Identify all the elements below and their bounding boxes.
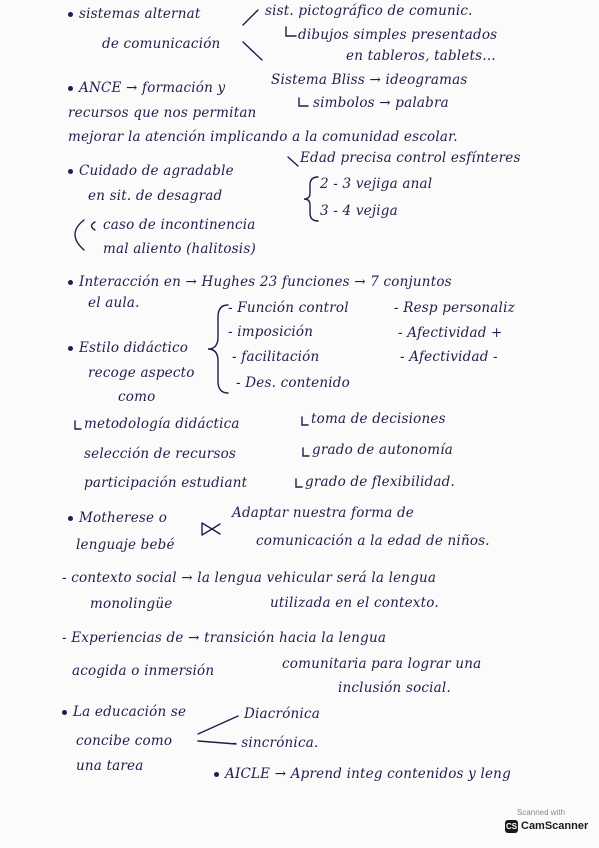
note-line: en tableros, tablets… <box>346 48 496 64</box>
note-line: participación estudiant <box>84 475 248 491</box>
watermark-brand: CamScanner <box>521 820 589 832</box>
note-line <box>62 706 186 720</box>
note-text: Motherese o <box>79 510 168 526</box>
note-line <box>68 276 452 290</box>
camscanner-watermark <box>503 805 589 839</box>
list-mark <box>296 479 302 487</box>
note-line: - Afectividad - <box>400 349 498 365</box>
connector-line <box>299 98 308 106</box>
bullet-dot <box>68 86 73 91</box>
note-line: Sistema Bliss → ideogramas <box>271 72 468 88</box>
bullet-dot <box>68 169 73 174</box>
note-line: Adaptar nuestra forma de <box>232 505 414 521</box>
note-line: mejorar la atención implicando a la comunidad escolar. <box>68 129 458 145</box>
note-text: Cuidado de agradable <box>79 163 234 179</box>
note-text: La educación se <box>73 704 187 720</box>
note-line: Diacrónica <box>244 706 320 722</box>
connector-line <box>198 716 238 734</box>
list-mark <box>303 448 309 456</box>
note-line: recoge aspecto <box>88 365 195 381</box>
connector-line <box>288 157 298 166</box>
brace <box>208 305 228 393</box>
bracket <box>92 222 96 230</box>
note-line: monolingüe <box>90 596 173 612</box>
note-line: Edad precisa control esfínteres <box>300 150 521 166</box>
note-line: de comunicación <box>102 36 221 52</box>
note-line: el aula. <box>88 295 140 311</box>
note-text: Interacción en → Hughes 23 funciones → 7 conjuntos <box>79 274 452 290</box>
note-line: - contexto social → la lengua vehicular será la lengua <box>62 570 437 586</box>
note-line: en sit. de desagrad <box>88 188 223 204</box>
arrow-mark <box>202 523 212 535</box>
note-line: sist. pictográfico de comunic. <box>265 3 473 19</box>
note-line: utilizada en el contexto. <box>270 595 439 611</box>
note-line: 2 - 3 vejiga anal <box>320 176 433 192</box>
note-line <box>68 512 167 526</box>
note-line <box>68 82 225 96</box>
bullet-dot <box>68 12 73 17</box>
bullet-dot <box>68 280 73 285</box>
connector-line <box>198 741 236 744</box>
note-line <box>68 165 234 179</box>
note-line: mal aliento (halitosis) <box>103 241 256 257</box>
note-line: - imposición <box>228 324 314 340</box>
note-line: grado de flexibilidad. <box>305 474 455 490</box>
connector-line <box>243 10 258 25</box>
note-line <box>68 8 200 22</box>
note-line: selección de recursos <box>84 446 237 462</box>
note-line: - Des. contenido <box>236 375 350 391</box>
note-line: - facilitación <box>232 349 320 365</box>
note-line: caso de incontinencia <box>103 217 256 233</box>
note-text: AICLE → Aprend integ contenidos y leng <box>225 766 511 782</box>
note-line: lenguaje bebé <box>76 537 175 553</box>
note-line: - Experiencias de → transición hacia la lengua <box>62 630 387 646</box>
camscanner-logo-icon: CS <box>505 822 518 831</box>
bullet-dot <box>68 516 73 521</box>
note-line: comunicación a la edad de niños. <box>256 533 490 549</box>
note-line: concibe como <box>76 733 173 749</box>
connector-line <box>286 27 296 36</box>
brace <box>304 177 318 221</box>
note-text: sistemas alternat <box>79 6 201 22</box>
note-text: ANCE → formación y <box>79 80 226 96</box>
list-mark <box>302 417 308 425</box>
list-mark <box>75 421 81 429</box>
note-line: - Función control <box>228 300 349 316</box>
note-line: acogida o inmersión <box>72 663 215 679</box>
note-line: dibujos simples presentados <box>298 27 498 43</box>
note-line: - sincrónica. <box>232 735 319 751</box>
note-line: simbolos → palabra <box>313 95 449 111</box>
bullet-dot <box>214 772 219 777</box>
bullet-dot <box>62 710 67 715</box>
note-line: toma de decisiones <box>311 411 446 427</box>
note-text: Estilo didáctico <box>79 340 189 356</box>
note-line: 3 - 4 vejiga <box>320 203 398 219</box>
watermark-caption: Scanned with <box>517 808 566 817</box>
note-line: comunitaria para lograr una <box>282 656 482 672</box>
note-line: metodología didáctica <box>84 416 240 432</box>
note-line: recursos que nos permitan <box>68 105 257 121</box>
note-line: como <box>118 389 156 405</box>
note-line: una tarea <box>76 758 144 774</box>
note-line: inclusión social. <box>338 680 451 696</box>
connector-line <box>243 42 262 60</box>
bracket <box>75 220 84 250</box>
arrow-mark <box>212 524 220 534</box>
note-line <box>68 342 188 356</box>
bullet-dot <box>68 346 73 351</box>
note-line: - Resp personaliz <box>394 300 515 316</box>
note-line: grado de autonomía <box>312 442 454 458</box>
note-line: - Afectividad + <box>398 325 503 341</box>
note-line <box>214 768 511 782</box>
